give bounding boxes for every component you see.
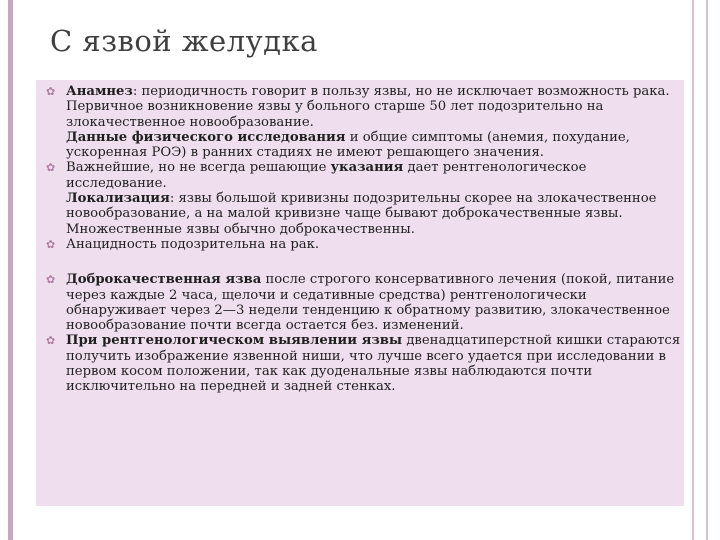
physical-exam-text: и общие симптомы (анемия, похудание, ускоренная РОЭ) в ранних стадиях не имеют решающего значения. [66, 129, 630, 161]
anamnesis-text: : периодичность говорит в пользу язвы, но не исключает возможность рака. Первичное возникновение язвы у больного старше 50 лет подозрительно на злокачественное новообразование. [66, 84, 670, 130]
xray-prefix: Важнейшие, но не всегда решающие [66, 160, 331, 176]
list-item-duodenal [46, 333, 686, 394]
xray-paragraph [66, 160, 686, 191]
slide-title: С язвой желудка [50, 24, 318, 58]
anacidity-text: Анацидность подозрительна на рак. [66, 236, 320, 252]
right-frame-bar [692, 0, 708, 540]
flower-bullet-icon: ✿ [46, 237, 56, 251]
duodenal-label: При рентгенологическом выявлении язвы [66, 333, 403, 349]
physical-exam-label: Данные физического исследования [66, 129, 346, 145]
flower-bullet-icon: ✿ [46, 161, 56, 175]
benign-ulcer-text: после строгого консервативного лечения (покой, питание через каждые 2 часа, щелочи и седативные средства) рентгенологически обнаруживает через 2—3 недели тенденцию к обратному развитию, злокачественное новообразование почти всегда остается без. изменений. [66, 272, 675, 334]
benign-ulcer-paragraph [66, 272, 686, 333]
flower-bullet-icon: ✿ [46, 85, 56, 98]
flower-bullet-icon: ✿ [46, 273, 56, 287]
duodenal-text: двенадцатиперстной кишки стараются получить изображение язвенной ниши, что лучше всего удается при исследовании в первом косом положении, так как дуоденальные язвы наблюдаются почти исключительно на передней и задней стенках. [66, 333, 681, 395]
localization-paragraph [66, 191, 686, 237]
benign-ulcer-label: Доброкачественная язва [66, 272, 262, 288]
bullet-list [46, 84, 686, 395]
list-item-anacidity [46, 237, 686, 252]
anamnesis-paragraph [66, 84, 686, 130]
localization-label: Локализация [66, 191, 170, 207]
left-frame-bar [8, 0, 13, 540]
flower-bullet-icon: ✿ [46, 334, 56, 348]
duodenal-paragraph [66, 333, 686, 394]
anamnesis-label: Анамнез [66, 84, 133, 99]
xray-text: дает рентгенологическое исследование. [66, 160, 587, 191]
xray-label: указания [330, 160, 404, 176]
list-item-benign-ulcer [46, 272, 686, 333]
localization-text: : язвы большой кривизны подозрительны скорее на злокачественное новообразование, а на малой кривизне чаще бывают доброкачественные язвы. Множественные язвы обычно доброкачественны. [66, 191, 657, 237]
physical-exam-paragraph [66, 130, 686, 161]
list-item-xray [46, 160, 686, 236]
list-item-anamnesis [46, 84, 686, 160]
